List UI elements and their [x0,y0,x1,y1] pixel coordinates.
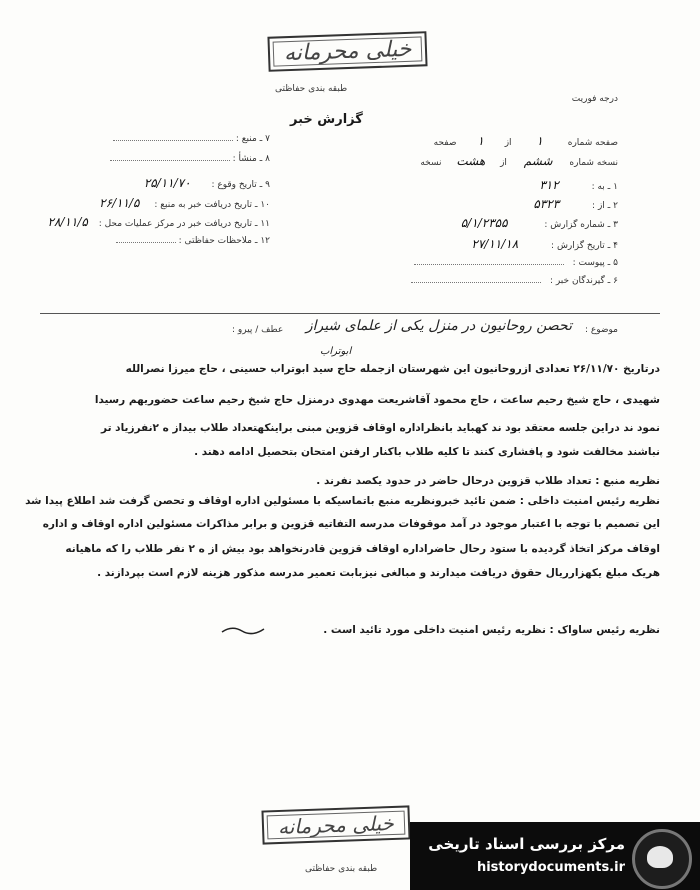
report-date-field: ۴ ـ تاریخ گزارش : ۲۷/۱۱/۱۸ [471,237,618,251]
body-line-4: نباشند مخالفت شود و پافشاری کنند تا کلیه طلاب باکنار ارفتن امتحان بتحصیل ادامه دهند . [194,446,660,458]
recipients-field: ۶ ـ گیرندگان خبر : [411,276,618,286]
center-receipt-date-field: ۱۱ ـ تاریخ دریافت خبر در مرکز عملیات محل : ۲۸/۱۱/۵ [47,215,270,229]
attachment-field: ۵ ـ پیوست : [414,258,618,268]
body-line-1: درتاریخ ۲۶/۱۱/۷۰ تعدادی ازروحانیون این شهرستان ازجمله حاج سید ابوتراب حسینی ، حاج میرزا نصرالله [125,363,660,375]
body-line-6: نظریه رئیس امنیت داخلی : ضمن تائید خبرونظریه منبع باتماسیکه با مسئولین اداره اوقاف و تحصن گرفت شد اطلاع پیدا شد [25,495,660,507]
body-line-7: این تصمیم با توجه با اعتبار موجود در آمد موقوفات مدرسه التفاتیه قزوین و برابر مذاکرات مسئولین اداره اوقاف و اداره [42,518,660,530]
body-line-3: نمود ند دراین جلسه معتقد بود ند کهباید بانظراداره اوقاف قزوین مبنی براینکهتعداد طلاب بیداز ه ۲نفرزیاد تر [101,422,660,434]
report-title: گزارش خبر [290,112,363,127]
source-receipt-date-field: ۱۰ ـ تاریخ دریافت خبر به منبع : ۲۶/۱۱/۵ [99,196,270,210]
top-classification-label: طبقه بندی حفاظتی [275,84,348,94]
source-field: ۷ ـ منبع : [113,134,270,144]
brand-url: historydocuments.ir [476,860,625,875]
event-date-field: ۹ ـ تاریخ وقوع : ۲۵/۱۱/۷۰ [143,176,270,190]
signature-mark [220,622,270,638]
report-number-field: ۳ ـ شماره گزارش : ۵/۱/۲۳۵۵ [460,216,618,230]
security-notes-field: ۱۲ ـ ملاحظات حفاظتی : [116,236,270,246]
bottom-classification-stamp: خیلی محرمانه [261,805,410,844]
subject-value: تحصن روحانیون در منزل یکی از علمای شیراز [305,318,572,334]
body-line-10: نظریه رئیس ساواک : نظریه رئیس امنیت داخلی مورد تائید است . [323,624,660,636]
brand-name: مرکز بررسی اسناد تاریخی [428,835,625,853]
header-divider [40,313,660,314]
handwritten-annotation: ابوتراب [320,346,352,357]
urgency-label: درجه فوریت [571,94,618,104]
body-line-8: اوقاف مرکز اتخاذ گردیده با ستود رحال حاضراداره اوقاف قزوین قادرنخواهد بود بیش از ه ۲ نفر طلاب را که ماهیانه [65,543,660,555]
to-field: ۱ ـ به : ۳۱۲ [539,178,618,192]
subject-label: موضوع : [584,325,618,335]
body-line-9: هریک مبلغ یکهزارریال حقوق دریافت میدارند و مبالغی نیزبابت تعمیر مدرسه مذکور هزینه لازم است بپردازند . [97,567,660,579]
top-classification-stamp: خیلی محرمانه [267,31,428,72]
bottom-classification-label: طبقه بندی حفاظتی [305,864,378,874]
origin-field: ۸ ـ منشأ : [110,154,270,164]
reference-label: عطف / پیرو : [232,325,284,335]
copy-number-field: نسخه شماره ششم از هشت نسخه [420,154,618,168]
brand-logo-icon [632,829,692,889]
from-field: ۲ ـ از : ۵۳۲۳ [533,197,618,211]
page-number-field: صفحه شماره ۱ از ۱ صفحه [433,134,618,148]
body-line-5: نظریه منبع : تعداد طلاب قزوین درحال حاضر در حدود یکصد نفرند . [316,475,660,487]
body-line-2: شهیدی ، حاج شیخ رحیم ساعت ، حاج محمود آقاشریعت مهدوی درمنزل حاج شیخ رحیم ساعت حضوریهم رسیدا [94,394,660,406]
